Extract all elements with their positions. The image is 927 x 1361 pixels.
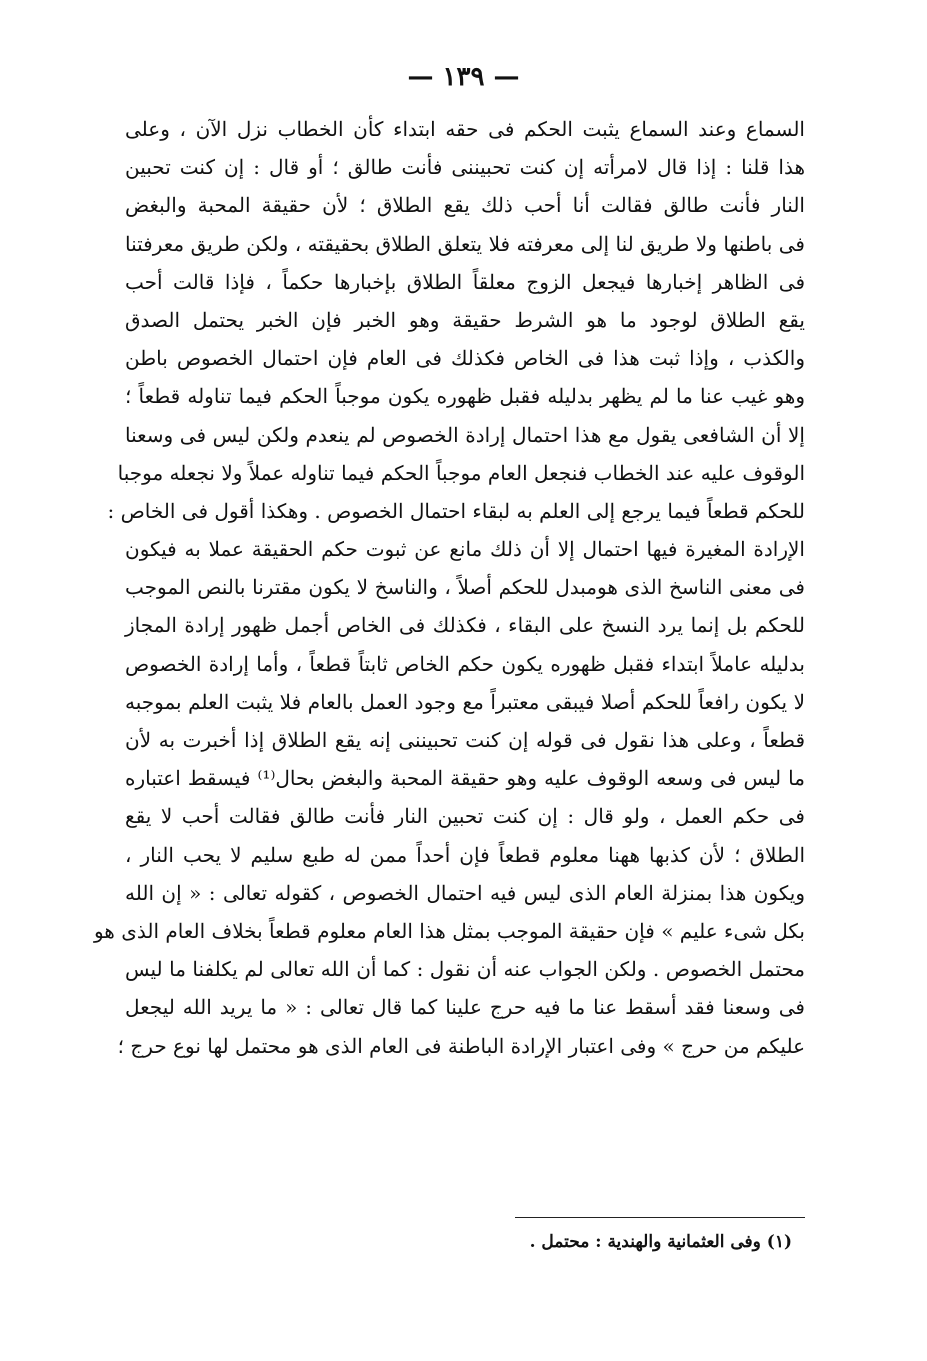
footnote-divider [515,1217,805,1218]
text-line: بدليله عاملاً ابتداء فقبل ظهوره يكون حكم الخاص ثابتاً قطعاً ، وأما إرادة الخصوص [125,651,805,676]
text-line: فى الظاهر إخبارها فيجعل الزوج معلقاً الطلاق بإخبارها حكماً ، فإذا قالت أحب [125,269,805,294]
text-line: محتمل الخصوص . ولكن الجواب عنه أن نقول : كما أن الله تعالى لم يكلفنا ما ليس [125,957,805,982]
body-text [93,110,805,1065]
text-line: فى وسعنا فقد أسقط عنا ما فيه حرج علينا كما قال تعالى : « ما يريد الله ليجعل [125,995,805,1020]
text-line: للحكم قطعاً فيما يرجع إلى العلم به لبقاء احتمال الخصوص . وهكذا أقول فى الخاص : [107,498,805,523]
text-line: للحكم بل إنما يرد النسخ على البقاء ، فكذلك فى الخاص أجمل ظهور إرادة المجاز [125,613,805,638]
footnote: (١) وفى العثمانية والهندية : محتمل . [529,1232,792,1252]
text-line: الطلاق ؛ لأن كذبها ههنا معلوم قطعاً فإن أحداً ممن له طبع سليم لا يحب النار ، [125,842,805,867]
text-line: النار فأنت طالق فقالت أنا أحب ذلك يقع الطلاق ؛ لأن حقيقة المحبة والبغض [125,193,805,218]
text-line: السماع وعند السماع يثبت الحكم فى حقه ابتداء كأن الخطاب نزل الآن ، وعلى [125,117,805,141]
text-line: يقع الطلاق لوجود ما هو الشرط حقيقة وهو الخبر فإن الخبر يحتمل الصدق [125,307,805,332]
text-line: والكذب ، وإذا ثبت هذا فى الخاص فكذلك فى العام فإن احتمال الخصوص باطن [125,346,805,371]
text-line: لا يكون رافعاً للحكم أصلا فيبقى معتبراً مع وجود العمل بالعام فلا يثبت العلم بموجبه [125,689,805,714]
text-line: هذا قلنا : إذا قال لامرأته إن كنت تحبيننى فأنت طالق ؛ أو قال : إن كنت تحبين [125,155,805,180]
text-line: فى حكم العمل ، ولو قال : إن كنت تحبين النار فأنت طالق فقالت أحب لا يقع [125,804,805,829]
text-line: ويكون هذا بمنزلة العام الذى ليس فيه احتمال الخصوص ، كقوله تعالى : « إن الله [125,880,805,905]
text-line: عليكم من حرج » وفى اعتبار الإرادة الباطنة فى العام الذى هو محتمل لها نوع حرج ؛ [117,1033,805,1058]
text-line: فى معنى الناسخ الذى هومبدل للحكم أصلاً ، والناسخ لا يكون مقترنا بالنص الموجب [125,575,805,600]
text-line: إلا أن الشافعى يقول مع هذا احتمال إرادة الخصوص لم ينعدم ولكن ليس فى وسعنا [125,422,805,447]
text-line: فى باطنها ولا طريق لنا إلى معرفته فلا يتعلق الطلاق بحقيقته ، ولكن طريق معرفتنا [125,231,805,256]
text-line: قطعاً ، وعلى هذا نقول فى قوله إن كنت تحبيننى إنه يقع الطلاق إذا أخبرت به لأن [125,728,805,752]
page-number: — ١٣٩ — [407,62,520,92]
text-line: الإرادة المغيرة فيها احتمال إلا أن ذلك مانع عن ثبوت حكم الحقيقة عملا به فيكون [125,537,805,562]
text-line: وهو غيب عنا ما لم يظهر بدليله فقبل ظهوره يكون موجباً الحكم فيما تناوله قطعاً ؛ [125,384,805,409]
text-line: الوقوف عليه عند الخطاب فنجعل العام موجباً الحكم فيما تناوله عملاً ولا نجعله موجبا [117,460,805,485]
text-line: بكل شىء عليم » فإن حقيقة الموجب بمثل هذا العام معلوم قطعاً بخلاف العام الذى هو [93,918,805,943]
text-line: ما ليس فى وسعه الوقوف عليه وهو حقيقة المحبة والبغض بحال⁽¹⁾ فيسقط اعتباره [125,766,805,791]
